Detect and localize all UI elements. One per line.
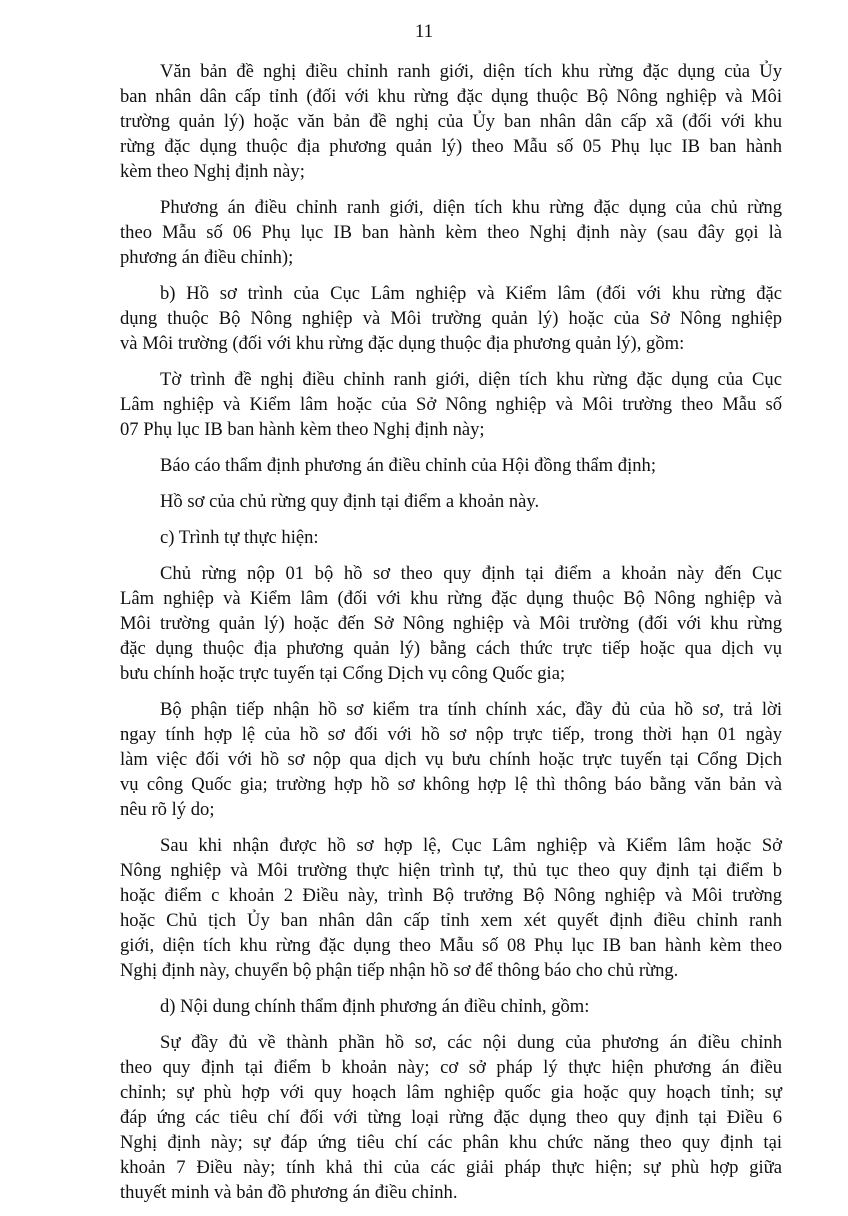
text-line: phương án điều chỉnh);: [120, 247, 294, 268]
text-line: trường quản lý) hoặc văn bản đề nghị của Ủy ban nhân dân cấp xã (đối với khu: [120, 111, 782, 132]
text-line: hoặc Chủ tịch Ủy ban nhân dân cấp tỉnh xem xét quyết định điều chỉnh ranh: [120, 910, 782, 931]
page-number: 11: [414, 21, 434, 42]
text-line: theo quy định tại điểm b khoản này; cơ sở pháp lý thực hiện phương án điều: [120, 1057, 782, 1078]
text-line: đặc dụng thuộc địa phương quản lý) bằng cách thức trực tiếp hoặc qua dịch vụ: [120, 638, 782, 659]
text-line: Tờ trình đề nghị điều chỉnh ranh giới, diện tích khu rừng đặc dụng của Cục: [160, 369, 782, 390]
text-line: đáp ứng các tiêu chí đối với từng loại rừng đặc dụng theo quy định tại Điều 6: [120, 1107, 782, 1128]
text-line: Nông nghiệp và Môi trường thực hiện trình tự, thủ tục theo quy định tại điểm b: [120, 860, 782, 881]
paragraph: [120, 367, 782, 442]
text-line: Phương án điều chỉnh ranh giới, diện tích khu rừng đặc dụng của chủ rừng: [160, 197, 782, 218]
text-line: Chủ rừng nộp 01 bộ hồ sơ theo quy định tại điểm a khoản này đến Cục: [160, 563, 782, 584]
text-line: giới, diện tích khu rừng đặc dụng theo Mẫu số 08 Phụ lục IB ban hành kèm theo: [120, 935, 782, 956]
text-line: thuyết minh và bản đồ phương án điều chỉnh.: [120, 1182, 458, 1203]
text-line: Sự đầy đủ về thành phần hồ sơ, các nội dung của phương án điều chỉnh: [160, 1032, 782, 1053]
text-line: Bộ phận tiếp nhận hồ sơ kiểm tra tính chính xác, đầy đủ của hồ sơ, trả lời: [160, 699, 782, 720]
text-line: bưu chính hoặc trực tuyến tại Cổng Dịch vụ công Quốc gia;: [120, 663, 566, 684]
paragraph: [120, 994, 782, 1019]
text-line: khoản 7 Điều này; tính khả thi của các giải pháp thực hiện; sự phù hợp giữa: [120, 1157, 782, 1178]
text-line: Văn bản đề nghị điều chỉnh ranh giới, diện tích khu rừng đặc dụng của Ủy: [160, 61, 782, 82]
paragraph: [120, 561, 782, 686]
text-line: c) Trình tự thực hiện:: [160, 527, 319, 548]
text-line: chỉnh; sự phù hợp với quy hoạch lâm nghiệp quốc gia hoặc quy hoạch tỉnh; sự: [120, 1082, 782, 1103]
text-line: Môi trường quản lý) hoặc đến Sở Nông nghiệp và Môi trường (đối với khu rừng: [120, 613, 782, 634]
text-line: Lâm nghiệp và Kiểm lâm (đối với khu rừng đặc dụng thuộc Bộ Nông nghiệp và: [120, 588, 782, 609]
text-line: Sau khi nhận được hồ sơ hợp lệ, Cục Lâm nghiệp và Kiểm lâm hoặc Sở: [160, 835, 782, 856]
text-line: 07 Phụ lục IB ban hành kèm theo Nghị định này;: [120, 419, 485, 440]
text-line: kèm theo Nghị định này;: [120, 161, 305, 182]
paragraph: [120, 453, 782, 478]
text-line: làm việc đối với hồ sơ nộp qua dịch vụ bưu chính hoặc trực tuyến tại Cổng Dịch: [120, 749, 782, 770]
paragraph: [120, 833, 782, 983]
paragraph: [120, 489, 782, 514]
document-body: [120, 59, 782, 1216]
paragraph: [120, 697, 782, 822]
text-line: ngay tính hợp lệ của hồ sơ đối với hồ sơ nộp trực tiếp, trong thời hạn 01 ngày: [120, 724, 782, 745]
text-line: d) Nội dung chính thẩm định phương án điều chỉnh, gồm:: [160, 996, 590, 1017]
paragraph: [120, 525, 782, 550]
text-line: hoặc điểm c khoản 2 Điều này, trình Bộ trưởng Bộ Nông nghiệp và Môi trường: [120, 885, 782, 906]
text-line: và Môi trường (đối với khu rừng đặc dụng thuộc địa phương quản lý), gồm:: [120, 333, 685, 354]
text-line: Nghị định này; sự đáp ứng tiêu chí các phân khu chức năng theo quy định tại: [120, 1132, 782, 1153]
text-line: theo Mẫu số 06 Phụ lục IB ban hành kèm theo Nghị định này (sau đây gọi là: [120, 222, 782, 243]
text-line: ban nhân dân cấp tỉnh (đối với khu rừng đặc dụng thuộc Bộ Nông nghiệp và Môi: [120, 86, 782, 107]
text-line: Hồ sơ của chủ rừng quy định tại điểm a khoản này.: [160, 491, 540, 512]
paragraph: [120, 281, 782, 356]
paragraph: [120, 1030, 782, 1205]
paragraph: [120, 59, 782, 184]
text-line: dụng thuộc Bộ Nông nghiệp và Môi trường quản lý) hoặc của Sở Nông nghiệp: [120, 308, 782, 329]
paragraph: [120, 195, 782, 270]
text-line: Lâm nghiệp và Kiểm lâm hoặc của Sở Nông nghiệp và Môi trường theo Mẫu số: [120, 394, 782, 415]
text-line: Nghị định này, chuyển bộ phận tiếp nhận hồ sơ để thông báo cho chủ rừng.: [120, 960, 679, 981]
text-line: Báo cáo thẩm định phương án điều chỉnh của Hội đồng thẩm định;: [160, 455, 657, 476]
text-line: b) Hồ sơ trình của Cục Lâm nghiệp và Kiểm lâm (đối với khu rừng đặc: [160, 283, 782, 304]
text-line: nêu rõ lý do;: [120, 799, 215, 820]
text-line: rừng đặc dụng thuộc địa phương quản lý) theo Mẫu số 05 Phụ lục IB ban hành: [120, 136, 782, 157]
text-line: vụ công Quốc gia; trường hợp hồ sơ không hợp lệ thì thông báo bằng văn bản và: [120, 774, 782, 795]
